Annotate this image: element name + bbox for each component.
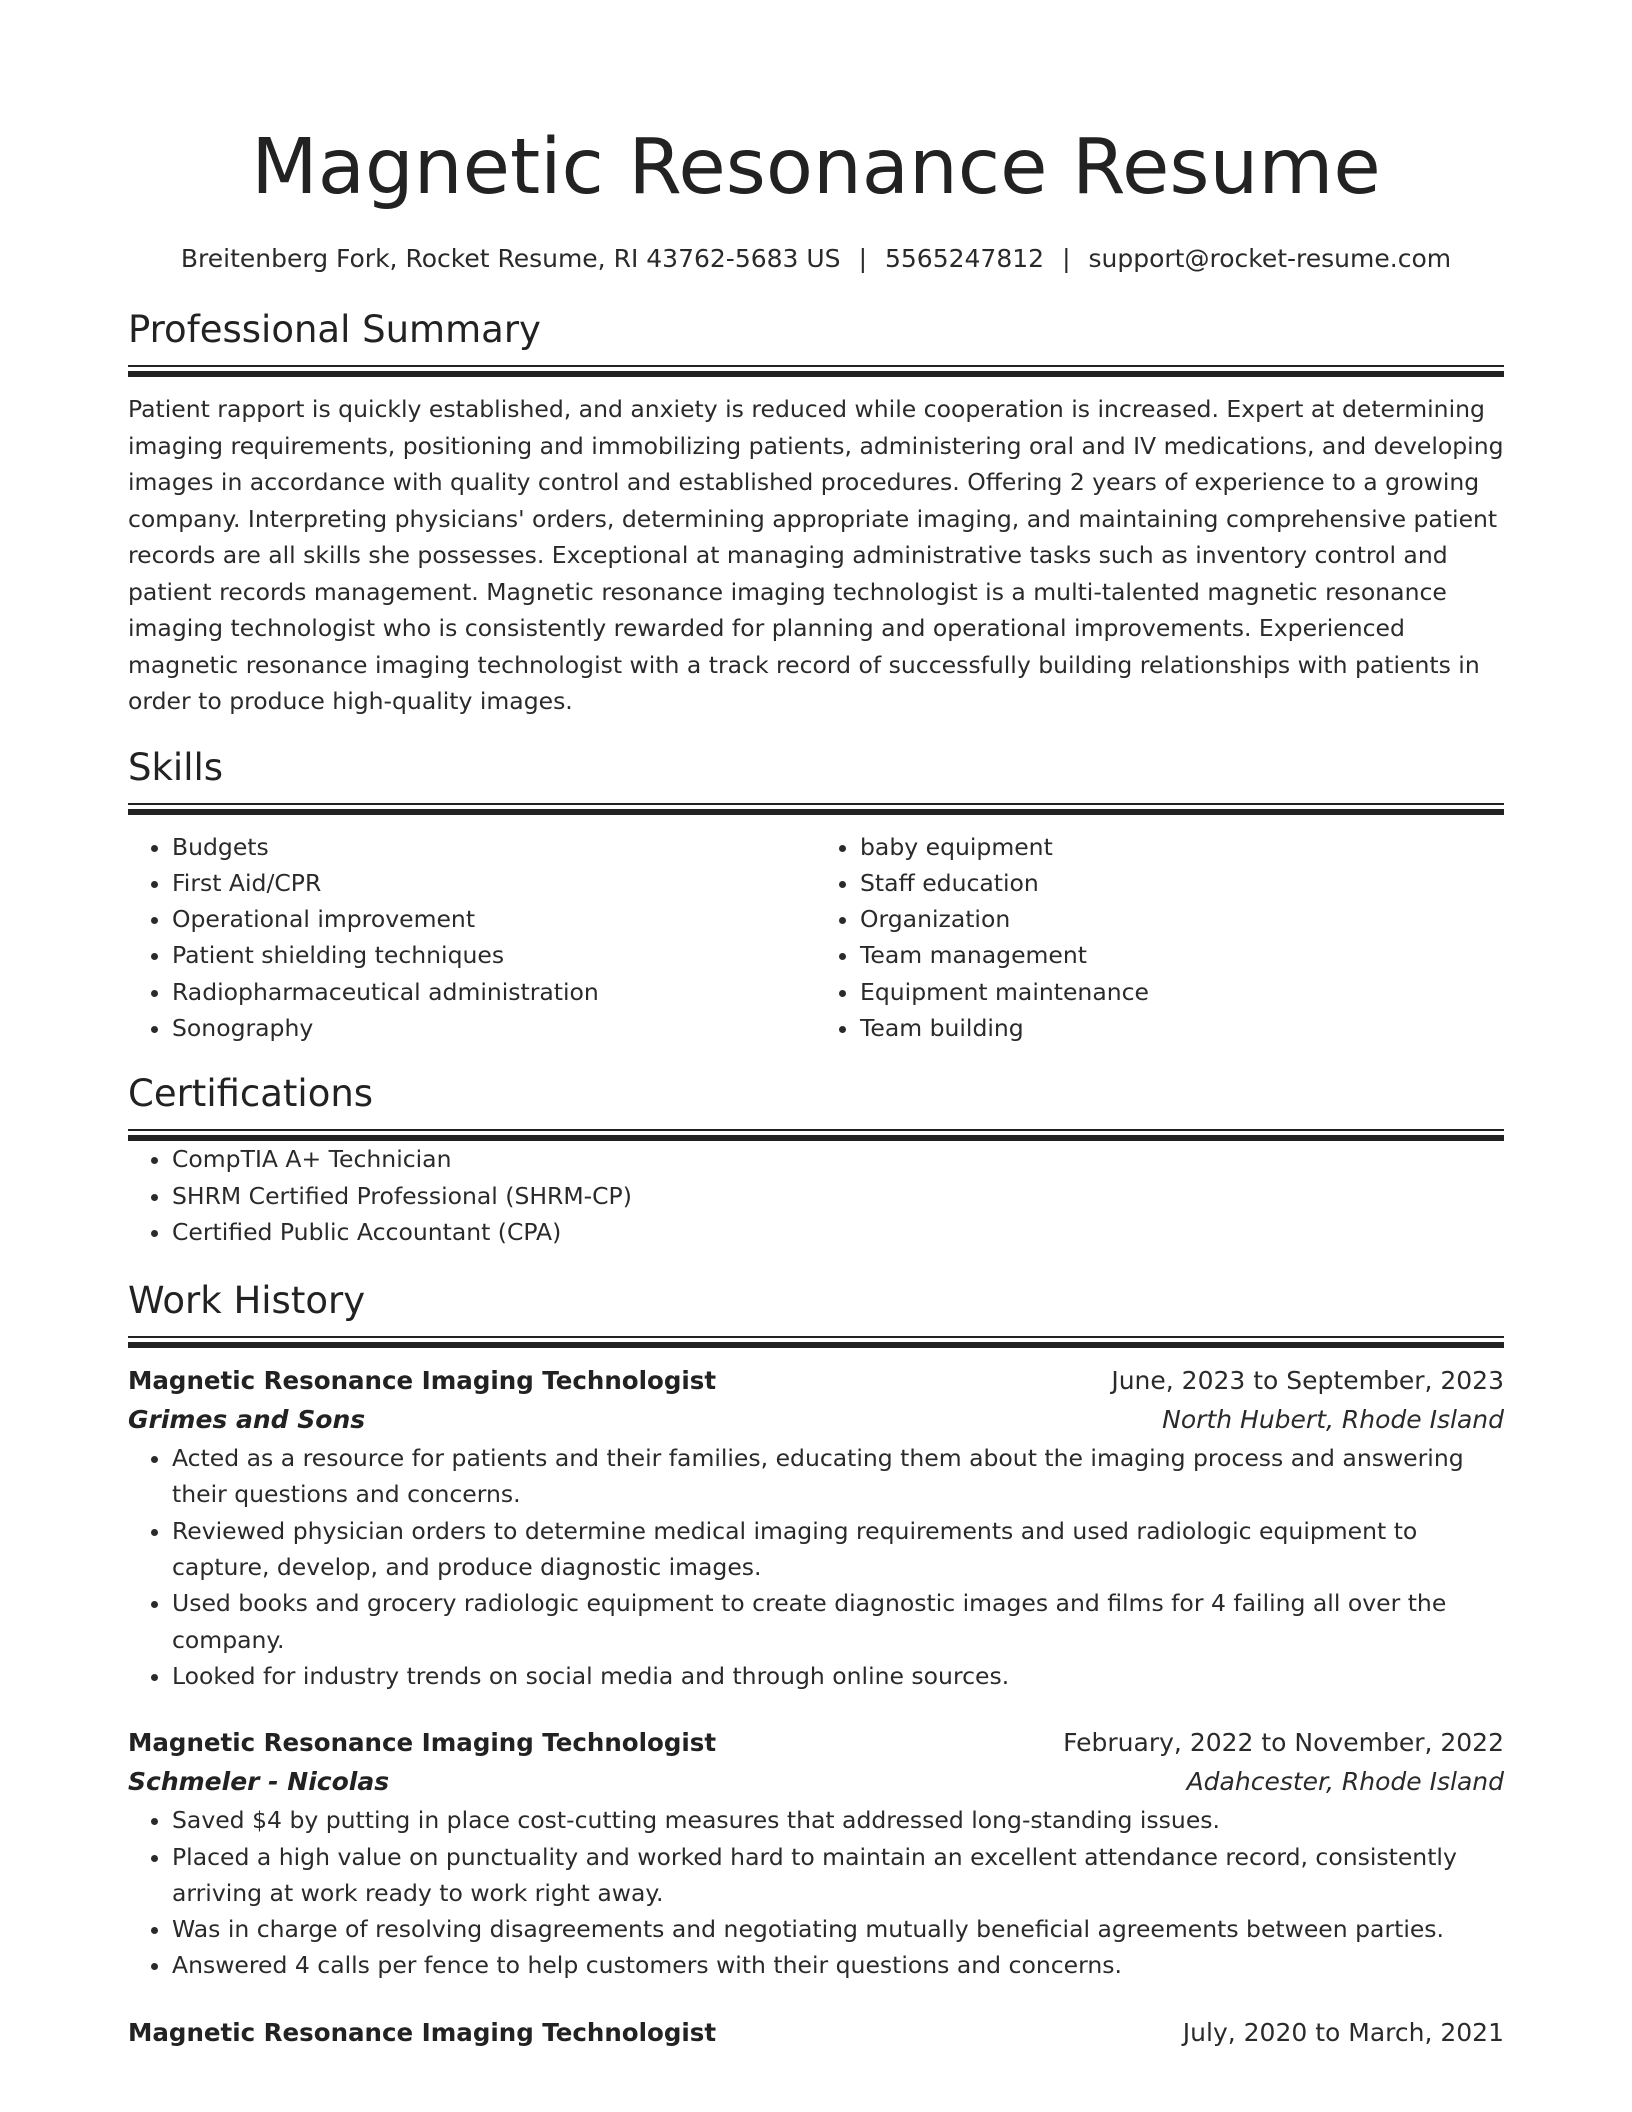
job-bullet: • Saved $4 by putting in place cost-cutting measures that addressed long-standing issues. — [172, 1802, 1504, 1838]
skills-grid — [128, 829, 1504, 1047]
job-location: North Hubert, Rhode Island — [1162, 1405, 1504, 1435]
skills-list-left — [128, 829, 816, 1047]
job-title: Magnetic Resonance Imaging Technologist — [128, 2017, 717, 2047]
job-company: Grimes and Sons — [128, 1405, 366, 1435]
skill-item: • Sonography — [172, 1010, 816, 1046]
job-title: Magnetic Resonance Imaging Technologist — [128, 1366, 717, 1396]
skill-item: • Radiopharmaceutical administration — [172, 974, 816, 1010]
job-company: Schmeler - Nicolas — [128, 1767, 390, 1797]
certification-item: • SHRM Certified Professional (SHRM-CP) — [172, 1178, 1504, 1214]
job-dates: June, 2023 to September, 2023 — [1111, 1366, 1504, 1396]
skill-item: • Operational improvement — [172, 901, 816, 937]
contact-phone: 5565247812 — [885, 244, 1045, 273]
certifications-section — [128, 1071, 1504, 1250]
job-dates: February, 2022 to November, 2022 — [1063, 1728, 1504, 1758]
skill-item: • baby equipment — [860, 829, 1504, 865]
skill-item: • First Aid/CPR — [172, 865, 816, 901]
section-heading-certifications: Certifications — [128, 1072, 374, 1116]
job-subheader — [128, 1762, 1504, 1802]
skill-item: • Staff education — [860, 865, 1504, 901]
section-heading-work-history: Work History — [128, 1279, 366, 1323]
skill-item: • Team management — [860, 937, 1504, 973]
skills-list-right — [816, 829, 1504, 1047]
job-bullets — [128, 1440, 1504, 1694]
summary-section — [128, 307, 1504, 720]
job-bullet: • Was in charge of resolving disagreements and negotiating mutually beneficial agreements between parties. — [172, 1911, 1504, 1947]
job-bullet: • Placed a high value on punctuality and worked hard to maintain an excellent attendance record, consistently arriving at work ready to work right away. — [172, 1839, 1504, 1912]
section-divider — [128, 1336, 1504, 1348]
job-title: Magnetic Resonance Imaging Technologist — [128, 1728, 717, 1758]
skill-item: • Team building — [860, 1010, 1504, 1046]
section-heading-summary: Professional Summary — [128, 308, 541, 351]
skill-item: • Equipment maintenance — [860, 974, 1504, 1010]
section-divider — [128, 1129, 1504, 1141]
contact-line — [128, 242, 1504, 276]
summary-text: Patient rapport is quickly established, and anxiety is reduced while cooperation is increased. Expert at determining imaging requirements, positioning and immobilizing patients, administering oral and IV medications, and developing images in accordance with quality control and established procedures. Offering 2 years of experience to a growing company. Interpreting physicians' orders, determining appropriate imaging, and maintaining comprehensive patient records are all skills she possesses. Exceptional at managing administrative tasks such as inventory control and patient records management. Magnetic resonance imaging technologist is a multi-talented magnetic resonance imaging technologist who is consistently rewarded for planning and operational improvements. Experienced magnetic resonance imaging technologist with a track record of successfully building relationships with patients in order to produce high-quality images. — [128, 395, 1504, 715]
job-bullet: • Acted as a resource for patients and their families, educating them about the imaging process and answering their questions and concerns. — [172, 1440, 1504, 1513]
skill-item: • Organization — [860, 901, 1504, 937]
contact-email: support@rocket-resume.com — [1088, 244, 1452, 273]
job-header — [128, 1724, 1504, 1762]
job-bullet: • Reviewed physician orders to determine medical imaging requirements and used radiologic equipment to capture, develop, and produce diagnostic images. — [172, 1513, 1504, 1586]
job-header — [128, 1362, 1504, 1400]
certifications-list — [128, 1141, 1504, 1250]
skills-section — [128, 745, 1504, 1047]
job-dates: July, 2020 to March, 2021 — [1182, 2017, 1504, 2047]
job-bullets — [128, 1802, 1504, 1983]
certification-item: • CompTIA A+ Technician — [172, 1141, 1504, 1177]
job-bullet: • Looked for industry trends on social media and through online sources. — [172, 1658, 1504, 1694]
resume-page — [128, 0, 1504, 2052]
resume-title: Magnetic Resonance Resume — [251, 123, 1381, 212]
skill-item: • Budgets — [172, 829, 816, 865]
section-divider — [128, 803, 1504, 815]
job-bullet: • Answered 4 calls per fence to help customers with their questions and concerns. — [172, 1947, 1504, 1983]
contact-separator: | — [1062, 244, 1071, 273]
job-entry — [128, 2014, 1504, 2052]
job-entry — [128, 1724, 1504, 1983]
section-divider — [128, 365, 1504, 377]
section-heading-skills: Skills — [128, 745, 224, 789]
work-history-section — [128, 1278, 1504, 2052]
contact-separator: | — [858, 244, 867, 273]
job-header — [128, 2014, 1504, 2052]
contact-address: Breitenberg Fork, Rocket Resume, RI 43762-5683 US — [180, 244, 841, 273]
job-location: Adahcester, Rhode Island — [1186, 1767, 1504, 1797]
certification-item: • Certified Public Accountant (CPA) — [172, 1214, 1504, 1250]
job-subheader — [128, 1400, 1504, 1440]
skill-item: • Patient shielding techniques — [172, 937, 816, 973]
job-entry — [128, 1362, 1504, 1694]
job-bullet: • Used books and grocery radiologic equipment to create diagnostic images and films for 4 failing all over the company. — [172, 1585, 1504, 1658]
